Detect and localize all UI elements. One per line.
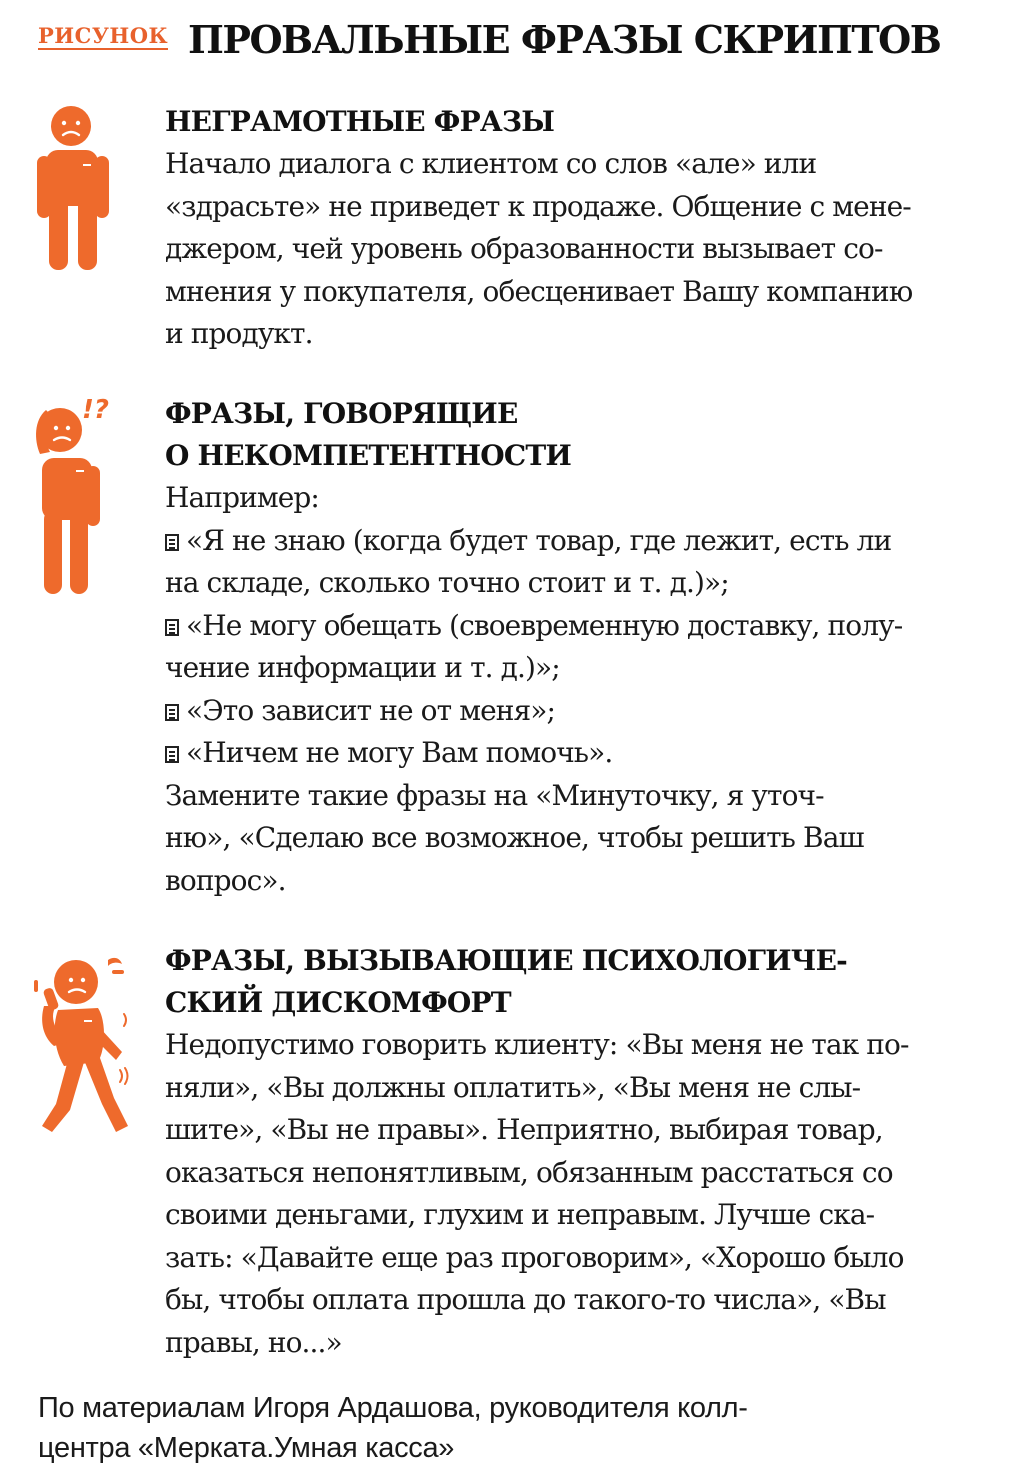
body-line: ню», «Сделаю все возможное, чтобы решить Ваш bbox=[165, 821, 864, 854]
section-heading bbox=[165, 101, 985, 143]
body-line: «здрасьте» не приведет к продаже. Общение с мене- bbox=[165, 189, 911, 223]
credit-line: По материалам Игоря Ардашова, руководителя колл- bbox=[38, 1392, 748, 1424]
section-body bbox=[165, 143, 985, 356]
heading-line: ФРАЗЫ, ГОВОРЯЩИЕ bbox=[165, 397, 518, 430]
section-heading bbox=[165, 940, 985, 1024]
figure-tag: РИСУНОК bbox=[38, 23, 169, 48]
list-bullet-icon bbox=[165, 704, 179, 721]
body-line: и продукт. bbox=[165, 317, 313, 350]
figure-header bbox=[38, 16, 988, 68]
body-line: своими деньгами, глухим и неправым. Лучше ска- bbox=[165, 1198, 875, 1231]
body-line: правы, но...» bbox=[165, 1325, 342, 1359]
body-line: оказаться непонятливым, обязанным расстаться со bbox=[165, 1155, 893, 1189]
exclamation-question-mark: !? bbox=[82, 395, 109, 425]
stressed-person-phone-icon bbox=[32, 950, 142, 1142]
sad-person-icon bbox=[35, 104, 113, 274]
list-bullet-icon bbox=[165, 746, 179, 763]
heading-line: НЕГРАМОТНЫЕ ФРАЗЫ bbox=[165, 105, 555, 138]
body-line: джером, чей уровень образованности вызывает со- bbox=[165, 232, 883, 265]
heading-line: ФРАЗЫ, ВЫЗЫВАЮЩИЕ ПСИХОЛОГИЧЕ- bbox=[165, 944, 847, 977]
bullet-continuation: чение информации и т. д.)»; bbox=[165, 651, 560, 684]
body-line: Замените такие фразы на «Минуточку, я уточ- bbox=[165, 778, 824, 812]
bullet-item: «Это зависит не от меня»; bbox=[165, 690, 985, 733]
credit-line: центра «Мерката.Умная касса» bbox=[38, 1432, 455, 1464]
confused-person-icon bbox=[30, 392, 120, 600]
heading-line: О НЕКОМПЕТЕНТНОСТИ bbox=[165, 439, 572, 472]
source-credit bbox=[38, 1388, 998, 1468]
body-line: Недопустимо говорить клиенту: «Вы меня не так по- bbox=[165, 1028, 909, 1061]
heading-line: СКИЙ ДИСКОМФОРТ bbox=[165, 986, 511, 1019]
list-bullet-icon bbox=[165, 619, 179, 636]
figure-title: ПРОВАЛЬНЫЕ ФРАЗЫ СКРИПТОВ bbox=[188, 17, 941, 62]
body-line: Начало диалога с клиентом со слов «але» или bbox=[165, 147, 817, 180]
body-line: няли», «Вы должны оплатить», «Вы меня не слы- bbox=[165, 1070, 861, 1104]
bullet-item: «Не могу обещать (своевременную доставку, полу- bbox=[165, 605, 985, 648]
list-bullet-icon bbox=[165, 534, 179, 551]
body-line: вопрос». bbox=[165, 863, 286, 897]
bullet-item: «Ничем не могу Вам помочь». bbox=[165, 732, 985, 775]
body-line: мнения у покупателя, обесценивает Вашу компанию bbox=[165, 274, 913, 308]
body-line: шите», «Вы не правы». Неприятно, выбирая товар, bbox=[165, 1113, 883, 1146]
bullet-item: «Я не знаю (когда будет товар, где лежит, есть ли bbox=[165, 520, 985, 563]
section-body bbox=[165, 1024, 985, 1364]
intro-line: Например: bbox=[165, 481, 319, 514]
body-line: бы, чтобы оплата прошла до такого-то числа», «Вы bbox=[165, 1283, 886, 1316]
section-heading bbox=[165, 393, 985, 477]
section-body bbox=[165, 477, 985, 902]
body-line: зать: «Давайте еще раз проговорим», «Хорошо было bbox=[165, 1240, 904, 1274]
bullet-continuation: на складе, сколько точно стоит и т. д.)»; bbox=[165, 566, 729, 599]
